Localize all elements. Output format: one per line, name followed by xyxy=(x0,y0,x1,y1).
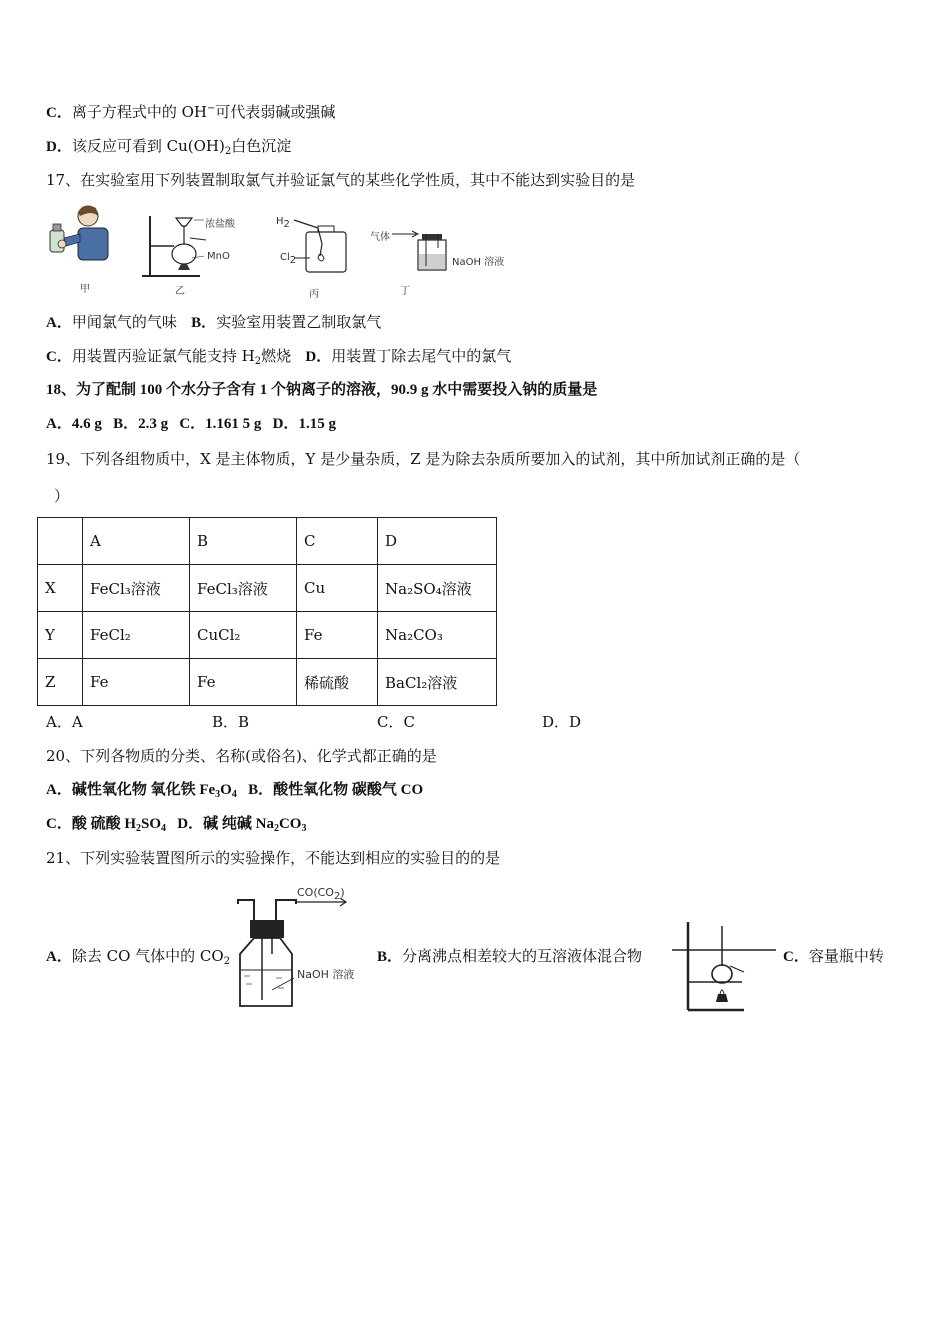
table-row: A B C D xyxy=(38,518,497,565)
q21-stem: 21、下列实验装置图所示的实验操作，不能达到相应的实验目的的是 xyxy=(46,849,501,867)
table-row: X FeCl₃溶液 FeCl₃溶液 Cu Na₂SO₄溶液 xyxy=(38,565,497,612)
q21-option-a: A．除去 CO 气体中的 $CO_2$ xyxy=(46,947,231,967)
q21-gas-washing-bottle xyxy=(232,884,356,1012)
q21-label-naoh: NaOH 溶液 xyxy=(297,968,355,981)
q21-option-b: B．分离沸点相差较大的互溶液体混合物 xyxy=(377,947,643,965)
q17-caption-bing: 丙 xyxy=(309,289,319,300)
q17-stem: 17、在实验室用下列装置制取氯气并验证氯气的某些化学性质，其中不能达到实验目的是 xyxy=(46,171,636,189)
q18-options: A．4.6 g B．2.3 g C．1.161 5 g D．1.15 g xyxy=(46,416,337,432)
q18-stem: 18、为了配制 100 个水分子含有 1 个钠离子的溶液，90.9 g 水中需要投入钠的质量是 xyxy=(46,382,598,398)
q21-label-co-co2: $CO(CO_2)$ xyxy=(297,886,345,902)
q19-option-b: B．B xyxy=(212,713,250,731)
table-row: Y FeCl₂ CuCl₂ Fe Na₂CO₃ xyxy=(38,612,497,659)
q17-caption-jia: 甲 xyxy=(80,284,90,295)
q19-option-a: A．A xyxy=(46,713,83,731)
q20-stem: 20、下列各物质的分类、名称(或俗名)、化学式都正确的是 xyxy=(46,747,437,765)
q16-option-c-label: C． xyxy=(46,105,72,121)
q16-option-d-label: D． xyxy=(46,139,72,155)
q17-label-cl2: $Cl_2$ xyxy=(280,252,297,266)
q20-options-line1: A．碱性氧化物 氧化铁 $Fe_3O_4$ B．酸性氧化物 碳酸气 CO xyxy=(46,782,424,800)
q17-label-h2: $H_2$ xyxy=(276,216,290,230)
q17-caption-yi: 乙 xyxy=(175,286,185,297)
q21-distillation-apparatus xyxy=(672,920,776,1014)
q17-options-line2: C．用装置丙验证氯气能支持 $H_2$燃烧 D．用装置丁除去尾气中的氯气 xyxy=(46,347,512,367)
q17-figure-bing xyxy=(292,214,354,274)
q17-label-mno2: MnO xyxy=(207,251,230,262)
q17-options-line1: A．甲闻氯气的气味 B．实验室用装置乙制取氯气 xyxy=(46,313,382,331)
q16-option-c: C．离子方程式中的 OH−可代表弱碱或强碱 xyxy=(46,103,336,121)
table-row: Z Fe Fe 稀硫酸 BaCl₂溶液 xyxy=(38,659,497,706)
q17-label-conc-hcl: 浓盐酸 xyxy=(205,219,235,230)
q17-figure-jia xyxy=(44,200,118,268)
q17-figure-ding xyxy=(392,226,452,274)
q19-stem: 19、下列各组物质中，X 是主体物质，Y 是少量杂质，Z 是为除去杂质所要加入的试剂，其中所加试剂正确的是（ xyxy=(46,450,801,468)
q19-table xyxy=(37,517,497,706)
q19-option-d: D．D xyxy=(542,713,582,731)
q17-caption-ding: 丁 xyxy=(400,286,410,297)
q19-stem-end: ） xyxy=(54,487,70,505)
q21-option-c: C．容量瓶中转 xyxy=(783,947,884,965)
q17-label-naoh: NaOH 溶液 xyxy=(452,257,505,268)
q20-options-line2: C．酸 硫酸 $H_2SO_4$ D．碱 纯碱 $Na_2CO_3$ xyxy=(46,816,307,834)
q16-option-d: D．该反应可看到 $Cu(OH)_2$白色沉淀 xyxy=(46,137,292,157)
q17-label-gas: 气体 xyxy=(370,232,390,243)
q19-option-c: C．C xyxy=(377,713,415,731)
